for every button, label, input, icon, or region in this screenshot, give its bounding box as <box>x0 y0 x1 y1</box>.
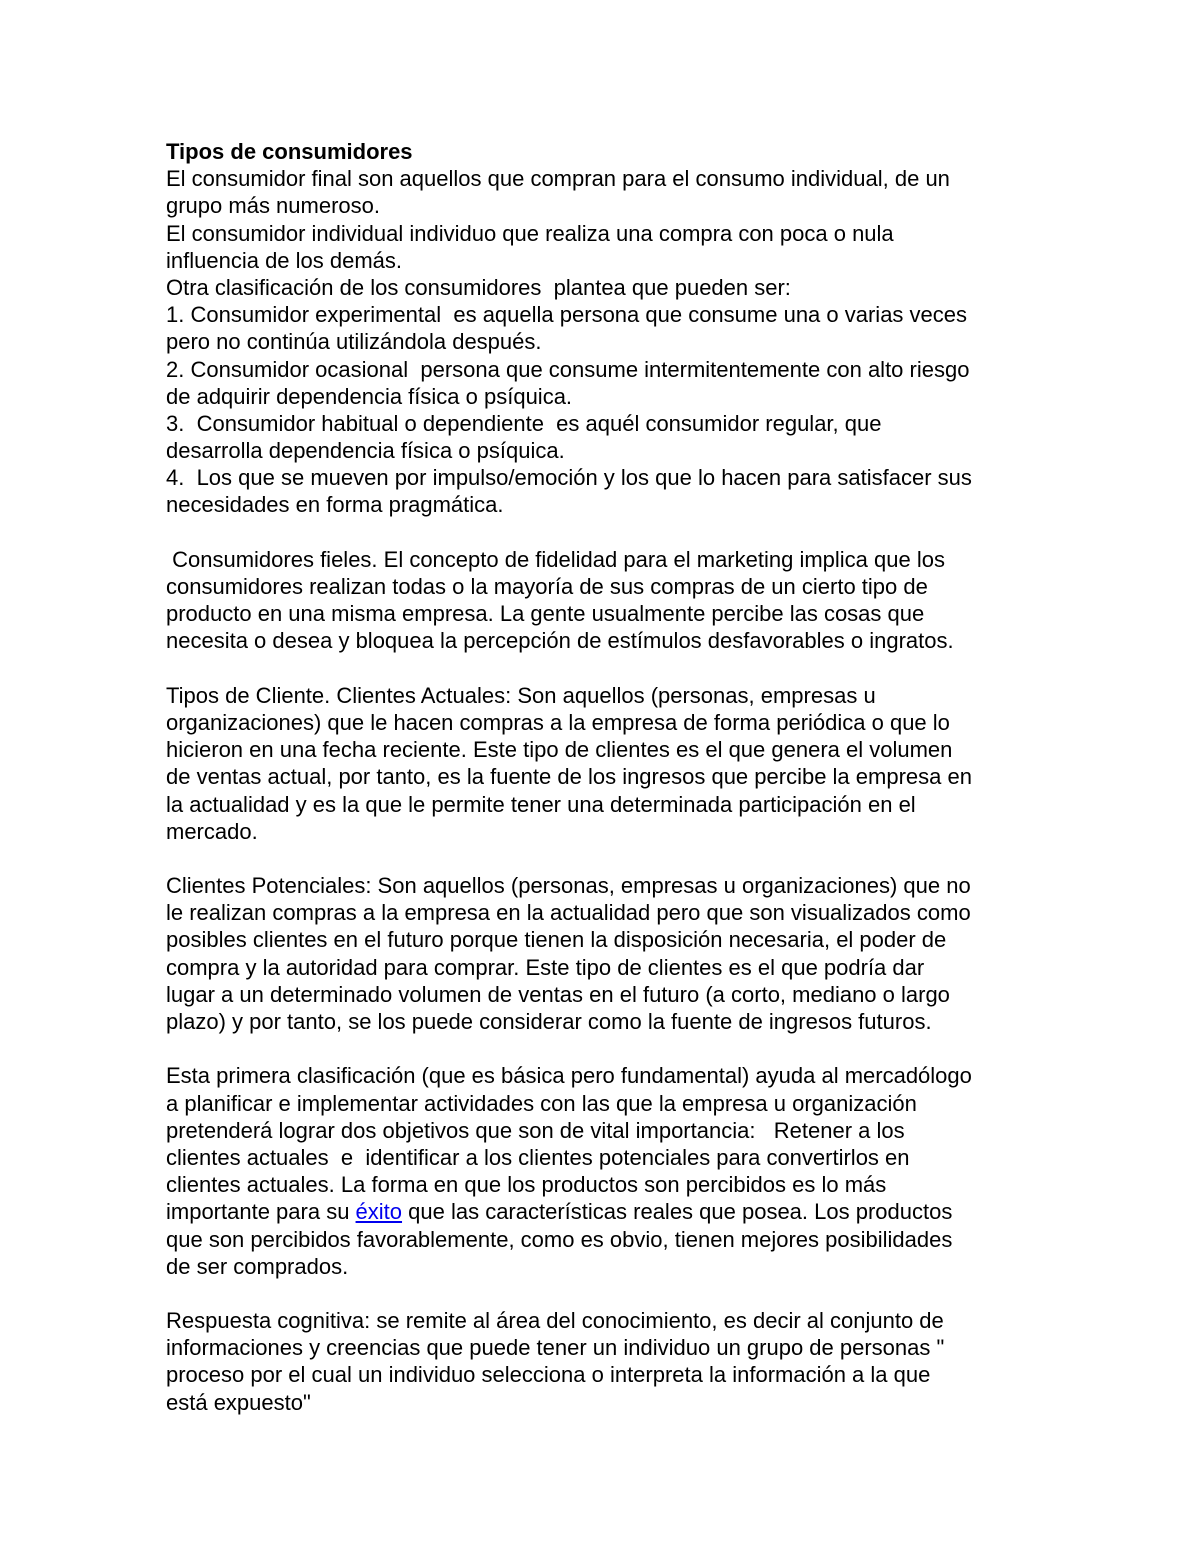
text-line <box>166 1280 1046 1307</box>
text-line: le realizan compras a la empresa en la actualidad pero que son visualizados como <box>166 900 971 926</box>
text-line: Respuesta cognitiva: se remite al área del conocimiento, es decir al conjunto de <box>166 1308 944 1334</box>
exito-link[interactable]: éxito <box>355 1199 403 1225</box>
text-line: consumidores realizan todas o la mayoría de sus compras de un cierto tipo de <box>166 574 928 599</box>
text-line: Tipos de Cliente. Clientes Actuales: Son aquellos (personas, empresas u <box>166 682 876 708</box>
text-line: Consumidores fieles. El concepto de fidelidad para el marketing implica que los <box>166 546 945 572</box>
text-line: informaciones y creencias que puede tener un individuo un grupo de personas " <box>166 1335 945 1361</box>
text-line: pero no continúa utilizándola después. <box>166 329 542 355</box>
text-line: desarrolla dependencia física o psíquica. <box>166 438 565 464</box>
text-line: Esta primera clasificación (que es básica pero fundamental) ayuda al mercadólogo <box>166 1063 972 1089</box>
paragraph-block-end <box>166 1226 1046 1416</box>
text-line: grupo más numeroso. <box>166 193 380 219</box>
text-line: necesita o desea y bloquea la percepción de estímulos desfavorables o ingratos. <box>166 628 954 654</box>
text-line: 4. Los que se mueven por impulso/emoción y los que lo hacen para satisfacer sus <box>166 465 972 491</box>
document-body <box>166 138 1046 1416</box>
text-line <box>166 845 1046 872</box>
text-line: está expuesto" <box>166 1389 311 1415</box>
text-line: de ser comprados. <box>166 1253 349 1279</box>
text-line: 1. Consumidor experimental es aquella persona que consume una o varias veces <box>166 302 968 328</box>
text-line: mercado. <box>166 818 258 844</box>
link-line-before: importante para su <box>166 1199 356 1225</box>
text-line: a planificar e implementar actividades con las que la empresa u organización <box>166 1090 917 1116</box>
text-line <box>166 1035 1046 1062</box>
text-line <box>166 519 1046 546</box>
text-line-with-link <box>166 1198 1046 1225</box>
text-line: clientes actuales. La forma en que los productos son percibidos es lo más <box>166 1172 887 1198</box>
text-line: lugar a un determinado volumen de ventas en el futuro (a corto, mediano o largo <box>166 981 950 1007</box>
link-line-after: que las características reales que posea. Los productos <box>402 1199 953 1225</box>
text-line: de ventas actual, por tanto, es la fuente de los ingresos que percibe la empresa en <box>166 764 972 790</box>
text-line: plazo) y por tanto, se los puede considerar como la fuente de ingresos futuros. <box>166 1009 932 1034</box>
text-line: clientes actuales e identificar a los clientes potenciales para convertirlos en <box>166 1144 910 1170</box>
text-line: pretenderá lograr dos objetivos que son de vital importancia: Retener a los <box>166 1117 905 1143</box>
text-line: El consumidor final son aquellos que compran para el consumo individual, de un <box>166 166 950 192</box>
text-line: 2. Consumidor ocasional persona que consume intermitentemente con alto riesgo <box>166 356 970 382</box>
text-line: 3. Consumidor habitual o dependiente es aquél consumidor regular, que <box>166 410 882 436</box>
text-line: producto en una misma empresa. La gente usualmente percibe las cosas que <box>166 601 925 627</box>
text-line: compra y la autoridad para comprar. Este tipo de clientes es el que podría dar <box>166 954 925 980</box>
text-line: organizaciones) que le hacen compras a la empresa de forma periódica o que lo <box>166 709 950 735</box>
text-line: El consumidor individual individuo que realiza una compra con poca o nula <box>166 220 894 246</box>
text-line: proceso por el cual un individuo selecciona o interpreta la información a la que <box>166 1362 931 1388</box>
text-line: influencia de los demás. <box>166 247 403 273</box>
text-line: la actualidad y es la que le permite tener una determinada participación en el <box>166 791 916 817</box>
document-title: Tipos de consumidores <box>166 139 413 164</box>
text-line: que son percibidos favorablemente, como es obvio, tienen mejores posibilidades <box>166 1226 953 1252</box>
paragraph-block <box>166 165 1046 1198</box>
text-line: necesidades en forma pragmática. <box>166 492 504 518</box>
text-line: de adquirir dependencia física o psíquica. <box>166 383 573 409</box>
text-line: hicieron en una fecha reciente. Este tipo de clientes es el que genera el volumen <box>166 737 953 763</box>
text-line: Otra clasificación de los consumidores plantea que pueden ser: <box>166 274 791 300</box>
text-line <box>166 655 1046 682</box>
text-line: posibles clientes en el futuro porque tienen la disposición necesaria, el poder de <box>166 927 947 953</box>
text-line: Clientes Potenciales: Son aquellos (personas, empresas u organizaciones) que no <box>166 873 971 899</box>
